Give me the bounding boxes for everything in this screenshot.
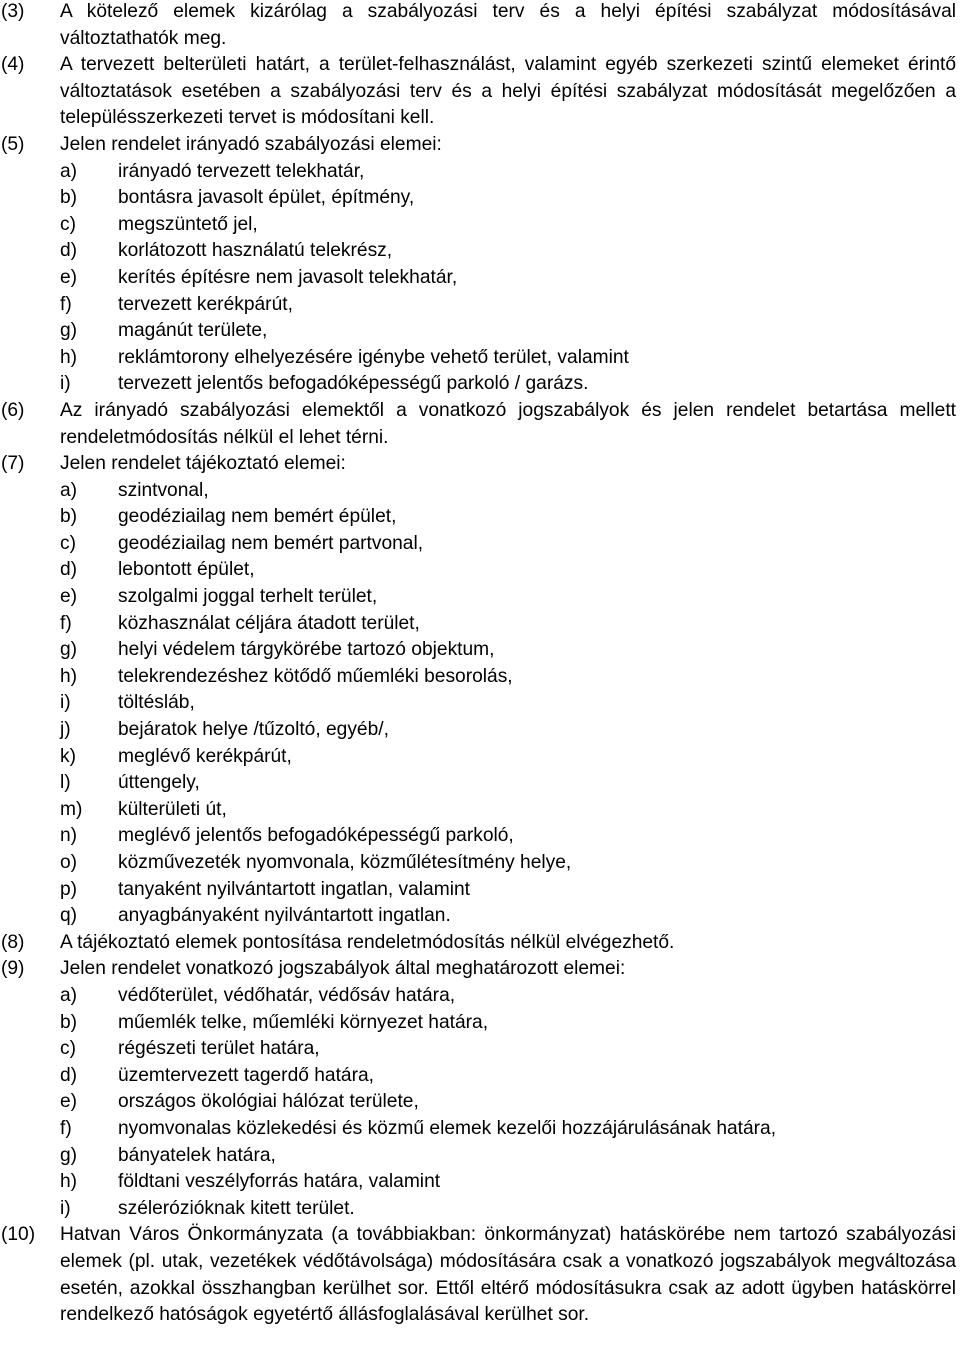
paragraph-7 <box>0 451 960 930</box>
list-item-text: meglévő jelentős befogadóképességű parkoló, <box>118 825 514 847</box>
paragraph-6 <box>0 398 960 451</box>
list-item-text: megszüntető jel, <box>118 213 258 235</box>
list-item-label: f) <box>60 293 72 315</box>
list-item-text: reklámtorony elhelyezésére igénybe vehető terület, valamint <box>118 346 629 368</box>
list-item-text: régészeti terület határa, <box>118 1038 320 1060</box>
paragraph-text: Jelen rendelet irányadó szabályozási elemei: <box>60 133 442 155</box>
list-item-text: helyi védelem tárgykörébe tartozó objektum, <box>118 639 495 661</box>
list-item-label: c) <box>60 213 76 235</box>
list-item-label: e) <box>60 586 78 608</box>
list <box>60 983 956 1222</box>
list-item <box>60 212 956 239</box>
list-item-label: n) <box>60 825 78 847</box>
list-item-text: tervezett jelentős befogadóképességű parkoló / garázs. <box>118 373 589 395</box>
paragraph-number: (3) <box>1 1 25 22</box>
list-item-label: b) <box>60 1011 78 1033</box>
list-item <box>60 478 956 505</box>
paragraph-3 <box>0 0 960 52</box>
list-item-text: telekrendezéshez kötődő műemléki besorolás, <box>118 665 513 687</box>
list-item <box>60 1196 956 1223</box>
list-item-label: g) <box>60 320 78 342</box>
paragraph-text: Az irányadó szabályozási elemektől a vonatkozó jogszabályok és jelen rendelet betartása mellett rendeletmódosítás nélkül el lehet térni. <box>60 399 956 448</box>
list-item <box>60 345 956 372</box>
list <box>60 478 956 930</box>
paragraph-8 <box>0 930 960 957</box>
paragraph-text: Jelen rendelet vonatkozó jogszabályok által meghatározott elemei: <box>60 958 626 980</box>
list-item-text: szintvonal, <box>118 479 209 501</box>
list-item <box>60 823 956 850</box>
paragraph-text: A tájékoztató elemek pontosítása rendeletmódosítás nélkül elvégezhető. <box>60 931 675 953</box>
paragraph-number: (9) <box>1 958 25 980</box>
paragraph-text: Jelen rendelet tájékoztató elemei: <box>60 453 346 475</box>
list-item <box>60 877 956 904</box>
list-item <box>60 1010 956 1037</box>
paragraph-number: (4) <box>1 54 25 76</box>
list-item <box>60 1116 956 1143</box>
list-item-text: anyagbányaként nyilvántartott ingatlan. <box>118 905 451 927</box>
list-item-label: h) <box>60 665 78 687</box>
list-item-label: j) <box>60 719 71 741</box>
list-item-label: l) <box>60 772 71 794</box>
list-item-label: c) <box>60 532 76 554</box>
list-item-label: a) <box>60 984 78 1006</box>
list-item <box>60 584 956 611</box>
list-item <box>60 371 956 398</box>
paragraph-number: (7) <box>1 453 25 475</box>
list-item <box>60 983 956 1010</box>
list-item-label: k) <box>60 745 76 767</box>
list-item-text: geodéziailag nem bemért partvonal, <box>118 532 424 554</box>
list-item-label: f) <box>60 1117 72 1139</box>
list-item-label: h) <box>60 1171 78 1193</box>
list-item-label: e) <box>60 1091 78 1113</box>
list-item-text: meglévő kerékpárút, <box>118 745 292 767</box>
list-item <box>60 1063 956 1090</box>
paragraph-text: A kötelező elemek kizárólag a szabályozási terv és a helyi építési szabályzat módosításával változtathatók meg. <box>60 1 956 49</box>
list <box>60 159 956 398</box>
list-item-text: irányadó tervezett telekhatár, <box>118 160 365 182</box>
list-item-text: műemlék telke, műemléki környezet határa, <box>118 1011 489 1033</box>
list-item <box>60 265 956 292</box>
list-item-label: f) <box>60 612 72 634</box>
paragraph-number: (8) <box>1 931 25 953</box>
list-item-text: töltésláb, <box>118 692 195 714</box>
list-item-text: bontásra javasolt épület, építmény, <box>118 187 415 209</box>
list-item <box>60 238 956 265</box>
list-item <box>60 903 956 930</box>
list-item <box>60 770 956 797</box>
list-item-text: védőterület, védőhatár, védősáv határa, <box>118 984 456 1006</box>
paragraph-number: (6) <box>1 399 25 421</box>
list-item-label: p) <box>60 878 78 900</box>
list-item-text: bányatelek határa, <box>118 1144 276 1166</box>
paragraph-9 <box>0 956 960 1222</box>
list-item-text: üzemtervezett tagerdő határa, <box>118 1064 374 1086</box>
list-item-label: q) <box>60 905 78 927</box>
list-item <box>60 797 956 824</box>
list-item-text: lebontott épület, <box>118 559 255 581</box>
list-item <box>60 185 956 212</box>
list-item-text: külterületi út, <box>118 798 227 820</box>
list-item <box>60 744 956 771</box>
paragraph-number: (5) <box>1 133 25 155</box>
list-item <box>60 557 956 584</box>
list-item-text: geodéziailag nem bemért épület, <box>118 506 397 528</box>
list-item-label: d) <box>60 559 78 581</box>
list-item-label: a) <box>60 479 78 501</box>
list-item-text: magánút területe, <box>118 320 268 342</box>
list-item-label: e) <box>60 266 78 288</box>
list-item <box>60 637 956 664</box>
list-item-label: i) <box>60 373 71 395</box>
list-item-label: o) <box>60 852 78 873</box>
paragraph-text: Hatvan Város Önkormányzata (a továbbiakban: önkormányzat) hatáskörébe nem tartozó szabályozási elemek (pl. utak, vezetékek védőtávolsága) módosítására csak a vonatkozó jogszabályok megváltozása esetén, azokkal összhangban kerülhet sor. Ettől eltérő módosításukra csak az adott ügyben hatáskörrel rendelkező hatóságok egyetértő állásfoglalásával kerülhet sor. <box>60 1224 956 1326</box>
list-item <box>60 717 956 744</box>
paragraph-number: (10) <box>1 1224 36 1246</box>
list-item-label: a) <box>60 160 78 182</box>
list-item-label: h) <box>60 346 78 368</box>
list-item-text: nyomvonalas közlekedési és közmű elemek kezelői hozzájárulásának határa, <box>118 1117 777 1139</box>
list-item <box>60 292 956 319</box>
list-item-label: c) <box>60 1038 76 1060</box>
list-item <box>60 531 956 558</box>
list-item-label: b) <box>60 506 78 528</box>
list-item-text: tervezett kerékpárút, <box>118 293 293 315</box>
list-item-text: közművezeték nyomvonala, közműlétesítmény helye, <box>118 852 572 873</box>
list-item-label: g) <box>60 639 78 661</box>
list-item <box>60 1089 956 1116</box>
list-item-label: b) <box>60 187 78 209</box>
list-item <box>60 1169 956 1196</box>
list-item-text: szélerózióknak kitett terület. <box>118 1197 355 1219</box>
paragraph-text: A tervezett belterületi határt, a terület-felhasználást, valamint egyéb szerkezeti szintű elemeket érintő változtatások esetében a szabályozási terv és a helyi építési szabályzat módosítását megelőzően a településszerkezeti tervet is módosítani kell. <box>60 54 956 129</box>
paragraph-4 <box>0 52 960 132</box>
list-item-label: i) <box>60 1197 71 1219</box>
list-item-text: tanyaként nyilvántartott ingatlan, valamint <box>118 878 470 900</box>
list-item-text: bejáratok helye /tűzoltó, egyéb/, <box>118 719 389 741</box>
list-item-text: kerítés építésre nem javasolt telekhatár, <box>118 266 458 288</box>
list-item-text: közhasználat céljára átadott terület, <box>118 612 420 634</box>
paragraph-5 <box>0 132 960 398</box>
list-item <box>60 1036 956 1063</box>
list-item <box>60 159 956 186</box>
list-item-label: m) <box>60 798 83 820</box>
paragraph-10 <box>0 1222 960 1328</box>
list-item-label: i) <box>60 692 71 714</box>
list-item <box>60 1143 956 1170</box>
list-item <box>60 664 956 691</box>
list-item-label: g) <box>60 1144 78 1166</box>
list-item <box>60 690 956 717</box>
list-item-text: országos ökológiai hálózat területe, <box>118 1091 419 1113</box>
list-item <box>60 504 956 531</box>
list-item <box>60 850 956 877</box>
list-item-text: szolgalmi joggal terhelt terület, <box>118 586 378 608</box>
list-item-text: földtani veszélyforrás határa, valamint <box>118 1171 441 1193</box>
list-item <box>60 318 956 345</box>
list-item-label: d) <box>60 1064 78 1086</box>
list-item-text: korlátozott használatú telekrész, <box>118 240 393 262</box>
list-item-label: d) <box>60 240 78 262</box>
list-item <box>60 611 956 638</box>
list-item-text: úttengely, <box>118 772 200 794</box>
